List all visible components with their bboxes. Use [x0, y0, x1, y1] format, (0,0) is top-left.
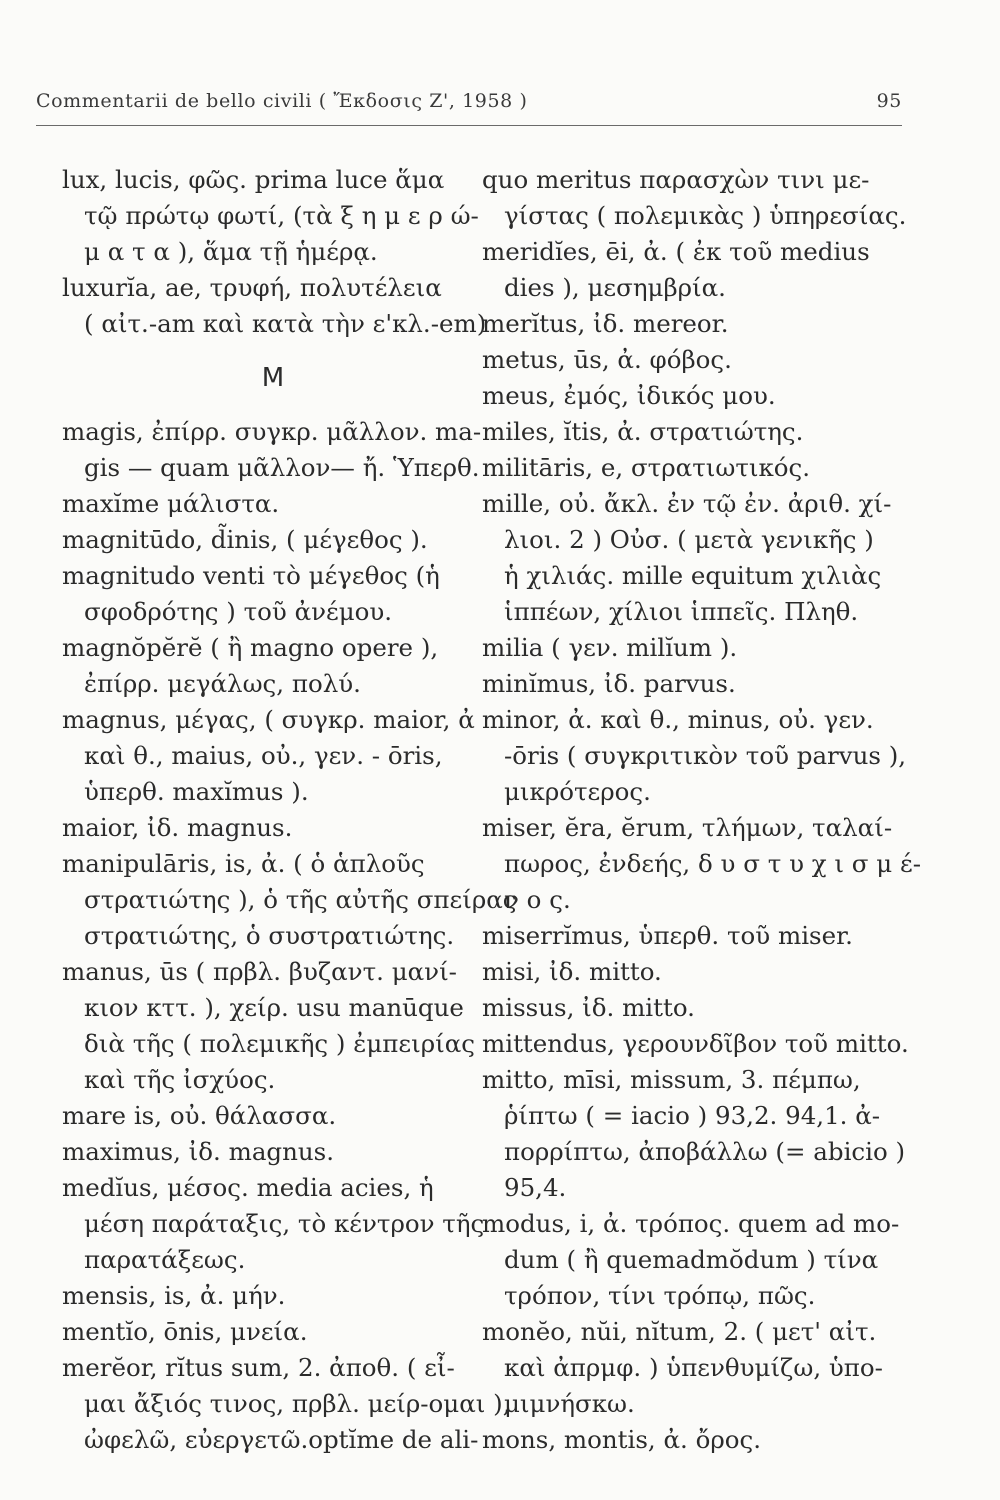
dictionary-line: maximus, ἰδ. magnus. [62, 1137, 335, 1166]
dictionary-line: luxurĭa, ae, τρυφή, πολυτέλεια [62, 273, 442, 302]
dictionary-line: milia ( γεν. milĭum ). [482, 633, 738, 662]
dictionary-line: -ōris ( συγκριτικὸν τοῦ parvus ), [504, 741, 907, 770]
dictionary-line: manipulāris, is, ἀ. ( ὁ ἁπλοῦς [62, 849, 425, 878]
dictionary-line: magnitūdo, d̃inis, ( μέγεθος ). [62, 525, 428, 554]
dictionary-line: mitto, mīsi, missum, 3. πέμπω, [482, 1065, 861, 1094]
letter-heading: M [261, 363, 285, 393]
dictionary-line: καὶ τῆς ἰσχύος. [84, 1065, 276, 1094]
dictionary-line: minĭmus, ἰδ. parvus. [482, 669, 736, 698]
dictionary-line: medĭus, μέσος. media acies, ἡ [62, 1173, 434, 1202]
dictionary-line: magnitudo venti τὸ μέγεθος (ἡ [62, 561, 440, 590]
dictionary-line: mare is, οὐ. θάλασσα. [62, 1101, 337, 1130]
dictionary-line: merĕor, rĭtus sum, 2. ἀποθ. ( εἶ- [62, 1353, 455, 1382]
dictionary-line: mentĭo, ōnis, μνεία. [62, 1317, 308, 1346]
dictionary-line: militāris, e, στρατιωτικός. [482, 453, 811, 482]
dictionary-line: ῥίπτω ( = iacio ) 93,2. 94,1. ἀ- [504, 1101, 881, 1130]
dictionary-line: ὑπερθ. maxĭmus ). [84, 777, 309, 806]
dictionary-line: gis — quam μᾶλλον— ἤ. Ὑπερθ. [84, 453, 480, 482]
dictionary-line: meus, ἐμός, ἰδικός μου. [482, 381, 776, 410]
dictionary-line: mittendus, γερουνδῖβον τοῦ mitto. [482, 1029, 909, 1058]
dictionary-line: minor, ἀ. καὶ θ., minus, οὐ. γεν. [482, 705, 874, 734]
dictionary-line: τῷ πρώτῳ φωτί, (τὰ ξ η μ ε ρ ώ- [84, 201, 479, 230]
dictionary-line: ὠφελῶ, εὐεργετῶ.optĭme de ali- [84, 1425, 479, 1454]
dictionary-line: maior, ἰδ. magnus. [62, 813, 293, 842]
dictionary-line: καὶ ἀπρμφ. ) ὑπενθυμίζω, ὑπο- [504, 1353, 883, 1382]
dictionary-line: ἡ χιλιάς. mille equitum χιλιὰς [504, 561, 882, 590]
dictionary-line: dum ( ἢ quemadmŏdum ) τίνα [504, 1245, 879, 1274]
dictionary-line: mensis, is, ἀ. μήν. [62, 1281, 286, 1310]
dictionary-line: πωρος, ἐνδεής, δ υ σ τ υ χ ι σ μ έ- [504, 849, 921, 878]
dictionary-line: quo meritus παρασχὼν τινι με- [482, 165, 870, 194]
right-column [482, 162, 921, 1458]
dictionary-line: μιμνήσκω. [504, 1389, 635, 1418]
dictionary-line: λιοι. 2 ) Οὐσ. ( μετὰ γενικῆς ) [504, 525, 874, 554]
dictionary-line: miser, ĕra, ĕrum, τλήμων, ταλαί- [482, 813, 893, 842]
dictionary-line: magis, ἐπίρρ. συγκρ. μᾶλλον. ma- [62, 417, 482, 446]
dictionary-line: σφοδρότης ) τοῦ ἀνέμου. [84, 597, 393, 626]
dictionary-line: missus, ἰδ. mitto. [482, 993, 695, 1022]
dictionary-line: dies ), μεσημβρία. [504, 273, 726, 302]
dictionary-line: merĭtus, ἰδ. mereor. [482, 309, 729, 338]
dictionary-line: μικρότερος. [504, 777, 651, 806]
dictionary-line: manus, ūs ( πρβλ. βυζαντ. μανί- [62, 957, 457, 986]
page-number: 95 [876, 90, 902, 112]
dictionary-line: metus, ūs, ἀ. φόβος. [482, 345, 732, 374]
dictionary-line: παρατάξεως. [84, 1245, 246, 1274]
dictionary-line: maxĭme μάλιστα. [62, 489, 280, 518]
dictionary-line: γίστας ( πολεμικὰς ) ὑπηρεσίας. [504, 201, 907, 230]
header-rule [36, 125, 902, 126]
dictionary-line: miles, ĭtis, ἀ. στρατιώτης. [482, 417, 804, 446]
dictionary-line: misi, ἰδ. mitto. [482, 957, 662, 986]
dictionary-line: magnus, μέγας, ( συγκρ. maior, ἀ [62, 705, 475, 734]
dictionary-line: lux, lucis, φῶς. prima luce ἅμα [62, 165, 445, 194]
dictionary-line: στρατιώτης ), ὁ τῆς αὐτῆς σπείρας [84, 885, 517, 914]
dictionary-line: διὰ τῆς ( πολεμικῆς ) ἐμπειρίας [84, 1029, 475, 1058]
dictionary-line: ν ο ς. [504, 885, 571, 914]
dictionary-line: ἱππέων, χίλιοι ἱππεῖς. Πληθ. [504, 597, 859, 626]
dictionary-line: monĕo, nŭi, nĭtum, 2. ( μετ' αἰτ. [482, 1317, 877, 1346]
left-column [62, 162, 517, 1458]
dictionary-line: τρόπον, τίνι τρόπῳ, πῶς. [504, 1281, 816, 1310]
dictionary-line: modus, i, ἀ. τρόπος. quem ad mo- [482, 1209, 900, 1238]
dictionary-line: μ α τ α ), ἅμα τῇ ἡμέρᾳ. [84, 237, 378, 266]
dictionary-line: miserrĭmus, ὑπερθ. τοῦ miser. [482, 921, 853, 950]
dictionary-line: πορρίπτω, ἀποβάλλω (= abicio ) [504, 1137, 906, 1166]
dictionary-line: κιον κττ. ), χείρ. usu manūque [84, 993, 464, 1022]
dictionary-line: magnŏpĕrĕ ( ἢ magno opere ), [62, 633, 439, 662]
dictionary-line: mille, οὐ. ἄκλ. ἐν τῷ ἐν. ἀριθ. χί- [482, 489, 892, 518]
dictionary-line: καὶ θ., maius, οὐ., γεν. - ōris, [84, 741, 443, 770]
dictionary-line: 95,4. [504, 1173, 567, 1202]
dictionary-line: ( αἰτ.-am καὶ κατὰ τὴν ε'κλ.-em) [84, 309, 487, 338]
dictionary-line: ἐπίρρ. μεγάλως, πολύ. [84, 669, 361, 698]
dictionary-line: μαι ἄξιός τινος, πρβλ. μείρ-ομαι ), [84, 1389, 511, 1418]
running-head-title: Commentarii de bello civili ( Ἔκδοσις Ζ', 1958 ) [36, 90, 528, 112]
dictionary-line: meridĭes, ēi, ἀ. ( ἐκ τοῦ medius [482, 237, 870, 266]
dictionary-line: μέση παράταξις, τὸ κέντρον τῆς [84, 1209, 485, 1238]
dictionary-line: στρατιώτης, ὁ συστρατιώτης. [84, 921, 455, 950]
dictionary-line: mons, montis, ἀ. ὄρος. [482, 1425, 762, 1454]
